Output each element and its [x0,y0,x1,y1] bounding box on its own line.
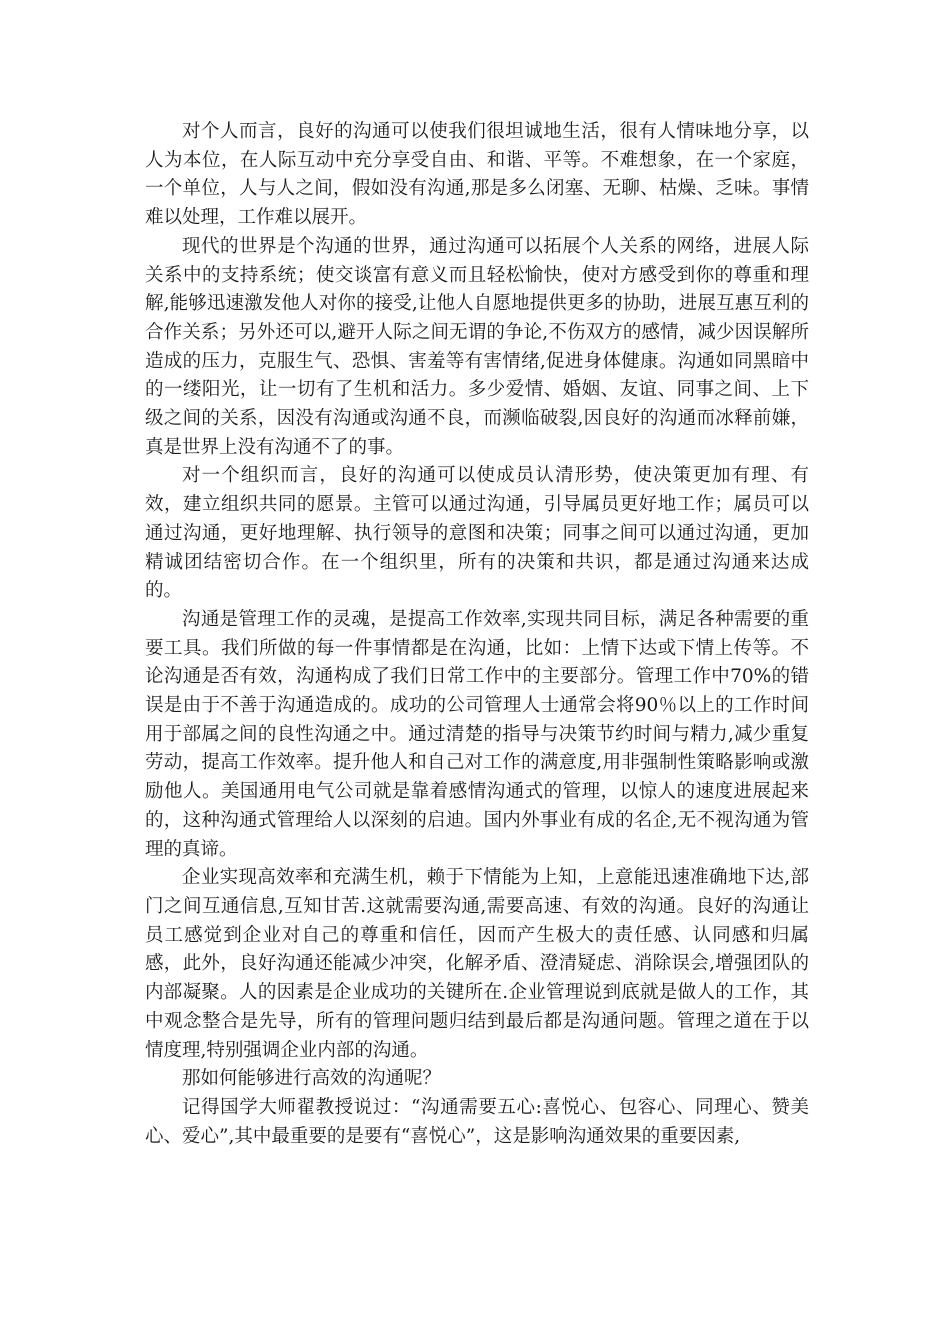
paragraph-five-hearts: 记得国学大师翟教授说过：“沟通需要五心:喜悦心、包容心、同理心、赞美心、爱心”,其中最重要的是要有“喜悦心”，这是影响沟通效果的重要因素, [145,1096,809,1147]
document-body [145,118,809,1151]
paragraph-personal-communication: 对个人而言，良好的沟通可以使我们很坦诚地生活，很有人情味地分享，以人为本位，在人际互动中充分享受自由、和谐、平等。不难想象，在一个家庭，一个单位，人与人之间，假如没有沟通,那是多么闭塞、无聊、枯燥、乏味。事情难以处理，工作难以展开。 [145,121,809,229]
paragraph-organization-communication: 对一个组织而言，良好的沟通可以使成员认清形势，使决策更加有理、有效，建立组织共同的愿景。主管可以通过沟通，引导属员更好地工作；属员可以通过沟通，更好地理解、执行领导的意图和决策；同事之间可以通过沟通，更加精诚团结密切合作。在一个组织里，所有的决策和共识，都是通过沟通来达成的。 [145,465,809,602]
paragraph-question: 那如何能够进行高效的沟通呢？ [182,1068,442,1090]
paragraph-enterprise-efficiency: 企业实现高效率和充满生机，赖于下情能为上知，上意能迅速准确地下达,部门之间互通信息,互知甘苦.这就需要沟通,需要高速、有效的沟通。良好的沟通让员工感觉到企业对自己的尊重和信任，因而产生极大的责任感、认同感和归属感，此外，良好沟通还能减少冲突，化解矛盾、澄清疑虑、消除误会,增强团队的内部凝聚。人的因素是企业成功的关键所在.企业管理说到底就是做人的工作，其中观念整合是先导，所有的管理问题归结到最后都是沟通问题。管理之道在于以情度理,特别强调企业内部的沟通。 [145,867,809,1061]
paragraph-world-of-communication: 现代的世界是个沟通的世界，通过沟通可以拓展个人关系的网络，进展人际关系中的支持系统；使交谈富有意义而且轻松愉快，使对方感受到你的尊重和理解,能够迅速激发他人对你的接受,让他人自愿地提供更多的协助，进展互惠互利的合作关系；另外还可以,避开人际之间无谓的争论,不伤双方的感情，减少因误解所造成的压力，克服生气、恐惧、害羞等有害情绪,促进身体健康。沟通如同黑暗中的一缕阳光，让一切有了生机和活力。多少爱情、婚姻、友谊、同事之间、上下级之间的关系，因没有沟通或沟通不良，而濒临破裂,因良好的沟通而冰释前嫌，真是世界上没有沟通不了的事。 [145,235,809,458]
paragraph-management-soul: 沟通是管理工作的灵魂，是提高工作效率,实现共同目标，满足各种需要的重要工具。我们所做的每一件事情都是在沟通，比如：上情下达或下情上传等。不论沟通是否有效，沟通构成了我们日常工作中的主要部分。管理工作中70%的错误是由于不善于沟通造成的。成功的公司管理人士通常会将90％以上的工作时间用于部属之间的良性沟通之中。通过清楚的指导与决策节约时间与精力,减少重复劳动，提高工作效率。提升他人和自己对工作的满意度,用非强制性策略影响或激励他人。美国通用电气公司就是靠着感情沟通式的管理，以惊人的速度进展起来的，这种沟通式管理给人以深刻的启迪。国内外事业有成的名企,无不视沟通为管理的真谛。 [145,608,809,860]
